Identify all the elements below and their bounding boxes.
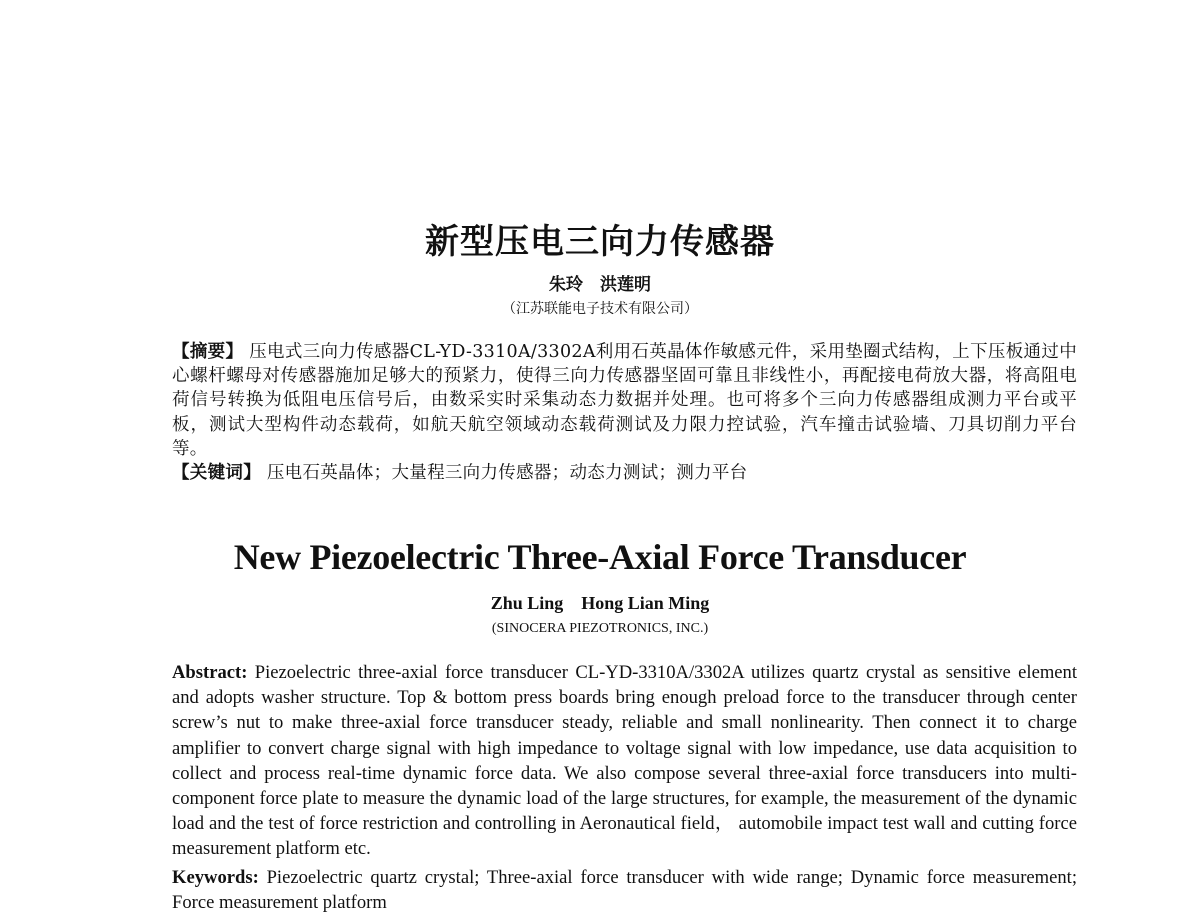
chinese-affiliation: （江苏联能电子技术有限公司）	[502, 301, 698, 317]
english-keywords-text: Piezoelectric quartz crystal; Three-axial force transducer with wide range; Dynamic force measurement; Force measurement platform	[172, 866, 1077, 913]
chinese-keywords-text: 压电石英晶体；大量程三向力传感器；动态力测试；测力平台	[266, 463, 748, 484]
english-keywords	[172, 865, 1077, 915]
english-title: New Piezoelectric Three-Axial Force Transducer	[233, 537, 967, 577]
chinese-abstract	[172, 340, 1077, 461]
chinese-abstract-block	[172, 340, 1077, 485]
english-affiliation: (SINOCERA PIEZOTRONICS, INC.)	[491, 621, 709, 636]
english-abstract-label: Abstract:	[172, 662, 248, 683]
english-abstract	[172, 660, 1077, 862]
english-abstract-text: Piezoelectric three-axial force transducer CL-YD-3310A/3302A utilizes quartz crystal as sensitive element and adopts washer structure. Top & bottom press boards bring enough preload force to the transducer through center screw’s nut to make three-axial force transducer steady, reliable and small nonlinearity. Then connect it to charge amplifier to convert charge signal with high impedance to voltage signal with low impedance, use data acquisition to collect and process real-time dynamic force data. We also compose several three-axial force transducers into multi-component force plate to measure the dynamic load of the large structures, for example, the measurement of the dynamic load and the test of force restriction and controlling in Aeronautical field， automobile impact test wall and cutting force measurement platform etc.	[172, 662, 1077, 860]
chinese-keywords	[172, 461, 1077, 485]
chinese-keywords-label: 【关键词】	[172, 463, 261, 484]
chinese-abstract-label: 【摘要】	[172, 342, 244, 362]
chinese-authors: 朱玲 洪莲明	[549, 275, 651, 295]
chinese-abstract-text: 压电式三向力传感器CL-YD-3310A/3302A利用石英晶体作敏感元件，采用垫圈式结构，上下压板通过中心螺杆螺母对传感器施加足够大的预紧力，使得三向力传感器坚固可靠且非线性小，再配接电荷放大器，将高阻电荷信号转换为低阻电压信号后，由数采实时采集动态力数据并处理。也可将多个三向力传感器组成测力平台或平板，测试大型构件动态载荷，如航天航空领域动态载荷测试及力限力控试验，汽车撞击试验墙、刀具切削力平台等。	[172, 342, 1077, 459]
english-abstract-block	[172, 660, 1077, 915]
english-authors: Zhu Ling Hong Lian Ming	[490, 593, 710, 613]
english-keywords-label: Keywords:	[172, 866, 259, 888]
chinese-title: 新型压电三向力传感器	[425, 222, 775, 262]
